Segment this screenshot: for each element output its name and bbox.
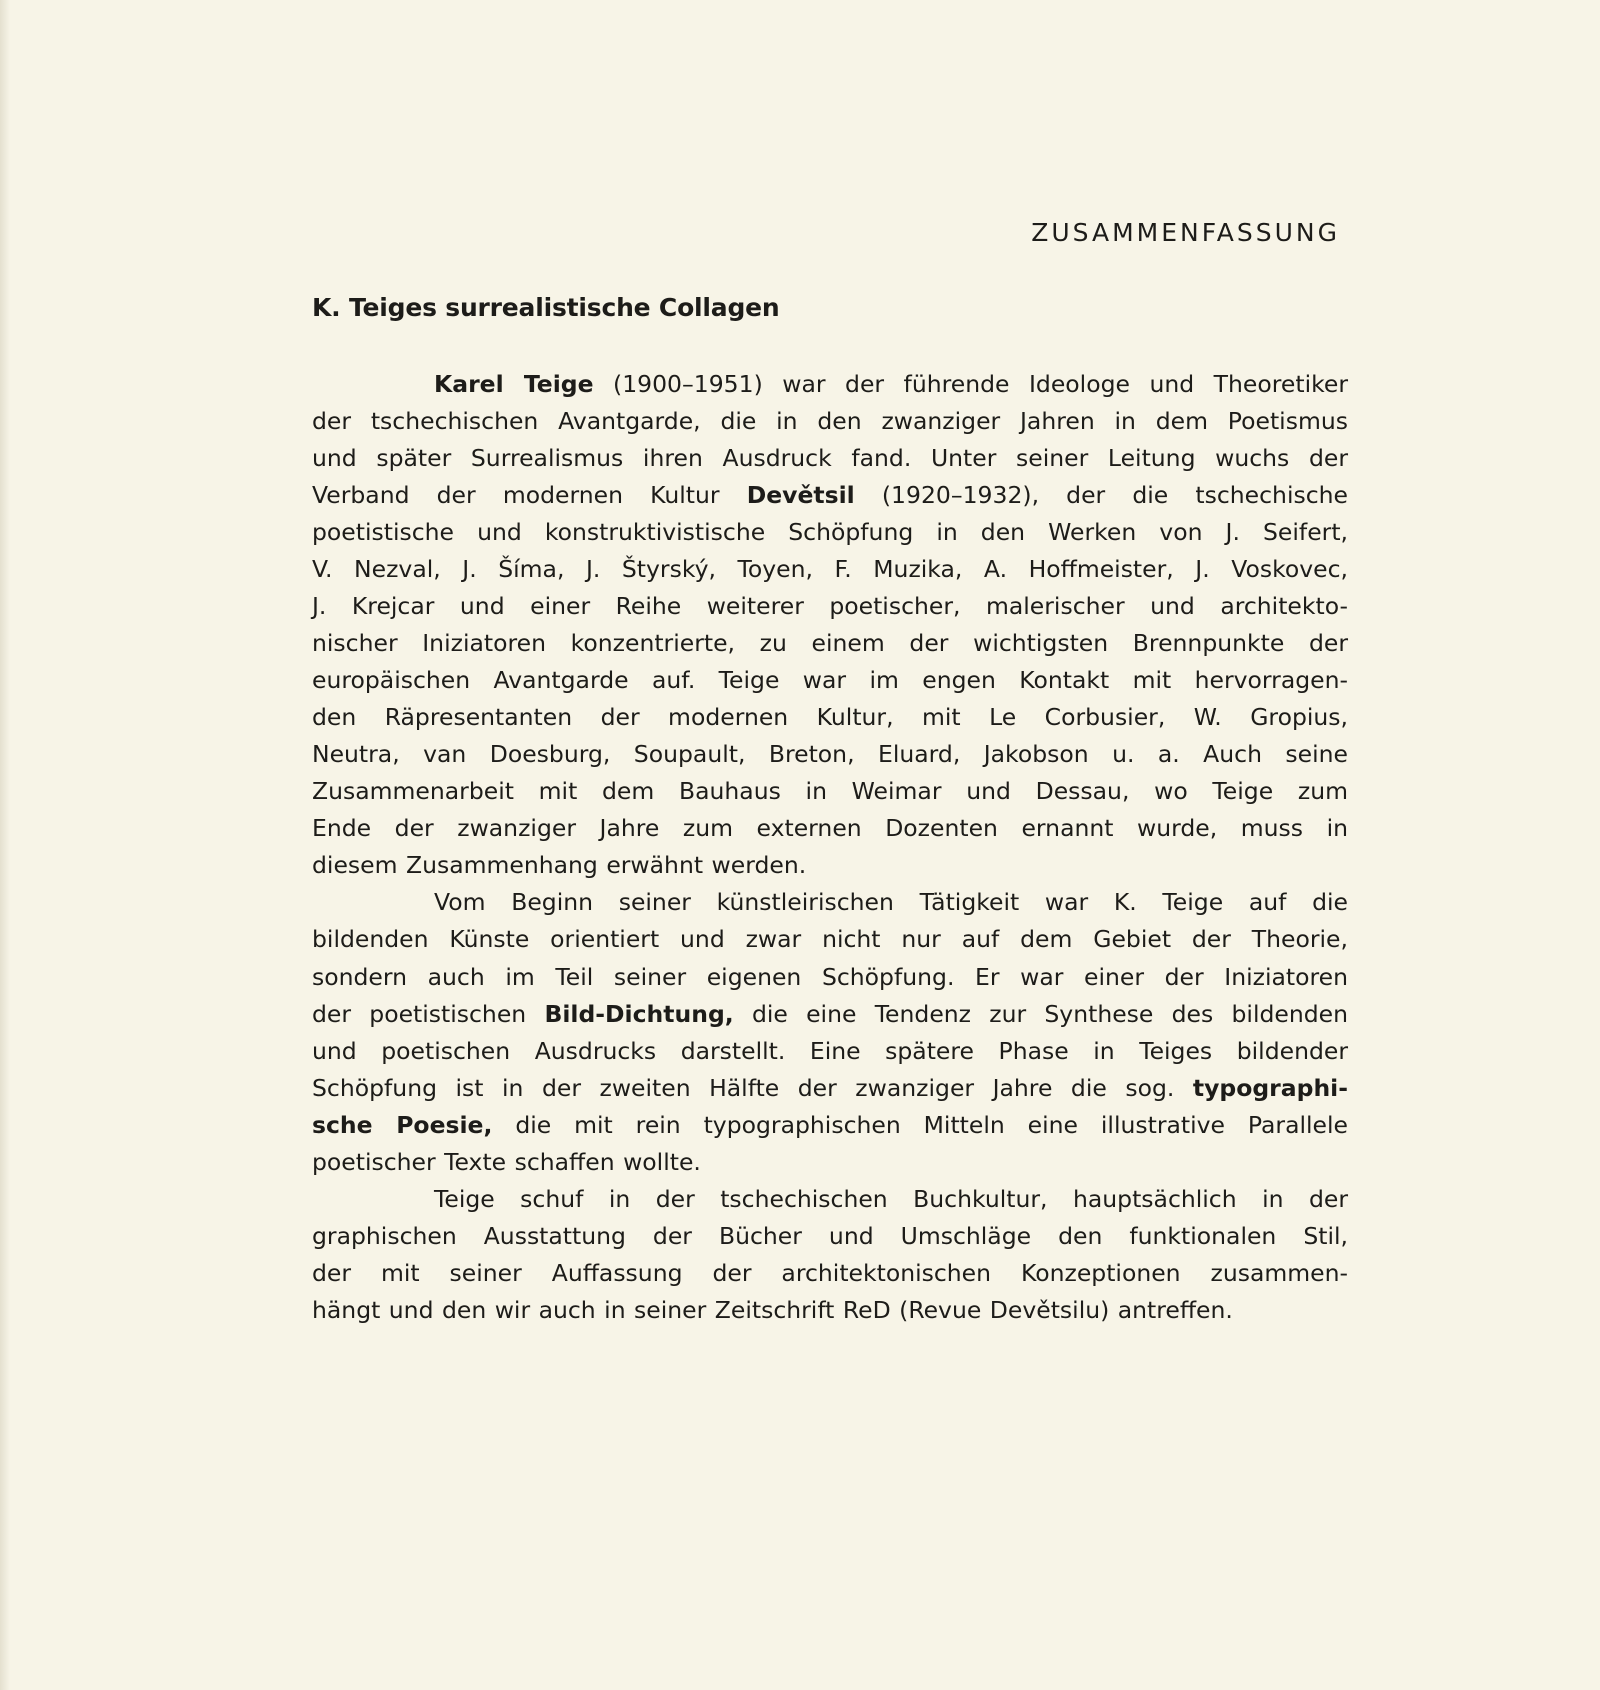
text-line	[312, 699, 1348, 736]
text-run: den Räpresentanten der modernen Kultur, mit Le Corbusier, W. Gropius,	[312, 703, 1348, 732]
text-line	[312, 810, 1348, 847]
text-line	[312, 1218, 1348, 1255]
bold-term: sche Poesie,	[312, 1110, 493, 1139]
text-line	[312, 1255, 1348, 1292]
text-line	[312, 921, 1348, 958]
text-run: Neutra, van Doesburg, Soupault, Breton, Eluard, Jakobson u. a. Auch seine	[312, 740, 1348, 769]
text-run: J. Krejcar und einer Reihe weiterer poetischer, malerischer und architekto-	[312, 592, 1348, 621]
text-run: Teige schuf in der tschechischen Buchkultur, hauptsächlich in der	[434, 1184, 1348, 1213]
text-run: die eine Tendenz zur Synthese des bildenden	[733, 999, 1349, 1028]
bold-term: typographi-	[1192, 1073, 1348, 1102]
section-heading: ZUSAMMENFASSUNG	[1031, 218, 1340, 247]
text-run: graphischen Ausstattung der Bücher und Umschläge den funktionalen Stil,	[312, 1221, 1348, 1250]
text-run: hängt und den wir auch in seiner Zeitschrift ReD (Revue Devětsilu) antreffen.	[312, 1295, 1233, 1324]
text-line	[312, 625, 1348, 662]
text-line	[312, 959, 1348, 996]
text-run: Schöpfung ist in der zweiten Hälfte der zwanziger Jahre die sog.	[312, 1073, 1193, 1102]
text-line	[312, 884, 1348, 921]
text-run: und später Surrealismus ihren Ausdruck fand. Unter seiner Leitung wuchs der	[312, 444, 1348, 473]
text-line	[312, 1107, 1348, 1144]
text-run: und poetischen Ausdrucks darstellt. Eine spätere Phase in Teiges bildender	[312, 1036, 1348, 1065]
text-run: die mit rein typographischen Mitteln eine illustrative Parallele	[492, 1110, 1348, 1139]
article-title: K. Teiges surrealistische Collagen	[312, 293, 780, 322]
text-run: nischer Iniziatoren konzentrierte, zu einem der wichtigsten Brennpunkte der	[312, 629, 1348, 658]
bold-term: Devětsil	[746, 481, 855, 510]
text-run: Zusammenarbeit mit dem Bauhaus in Weimar und Dessau, wo Teige zum	[312, 777, 1348, 806]
bold-term: Karel Teige	[434, 370, 594, 398]
text-run: europäischen Avantgarde auf. Teige war im engen Kontakt mit hervorragen-	[312, 666, 1348, 695]
text-run: der tschechischen Avantgarde, die in den zwanziger Jahren in dem Poetismus	[312, 407, 1348, 436]
text-line	[312, 847, 1348, 884]
text-line	[312, 551, 1348, 588]
text-line	[312, 366, 1348, 403]
text-line	[312, 440, 1348, 477]
text-run: Ende der zwanziger Jahre zum externen Dozenten ernannt wurde, muss in	[312, 814, 1348, 843]
text-run: V. Nezval, J. Šíma, J. Štyrský, Toyen, F. Muzika, A. Hoffmeister, J. Voskovec,	[312, 555, 1348, 584]
text-line	[312, 996, 1348, 1033]
text-run: diesem Zusammenhang erwähnt werden.	[312, 851, 807, 880]
text-line	[312, 773, 1348, 810]
text-line	[312, 736, 1348, 773]
text-run: sondern auch im Teil seiner eigenen Schöpfung. Er war einer der Iniziatoren	[312, 962, 1348, 991]
text-line	[312, 1070, 1348, 1107]
text-line	[312, 514, 1348, 551]
text-line	[312, 588, 1348, 625]
text-line	[312, 477, 1348, 514]
text-run: bildenden Künste orientiert und zwar nicht nur auf dem Gebiet der Theorie,	[312, 925, 1348, 954]
text-run: (1900–1951) war der führende Ideologe und Theoretiker	[593, 370, 1348, 398]
text-run: (1920–1932), der die tschechische	[854, 481, 1348, 510]
text-line	[312, 1033, 1348, 1070]
page-edge-shadow	[0, 0, 10, 1690]
text-run: poetischer Texte schaffen wollte.	[312, 1147, 701, 1176]
text-line	[312, 1144, 1348, 1181]
text-line	[312, 1292, 1348, 1329]
text-line	[312, 403, 1348, 440]
text-run: poetistische und konstruktivistische Schöpfung in den Werken von J. Seifert,	[312, 518, 1348, 547]
text-run: Vom Beginn seiner künstleirischen Tätigkeit war K. Teige auf die	[434, 888, 1348, 917]
text-line	[312, 1181, 1348, 1218]
text-line	[312, 662, 1348, 699]
body-text	[312, 366, 1348, 1329]
text-run: Verband der modernen Kultur	[312, 481, 747, 510]
text-run: der poetistischen	[312, 999, 545, 1028]
text-run: der mit seiner Auffassung der architektonischen Konzeptionen zusammen-	[312, 1258, 1348, 1287]
bold-term: Bild-Dichtung,	[544, 999, 734, 1028]
